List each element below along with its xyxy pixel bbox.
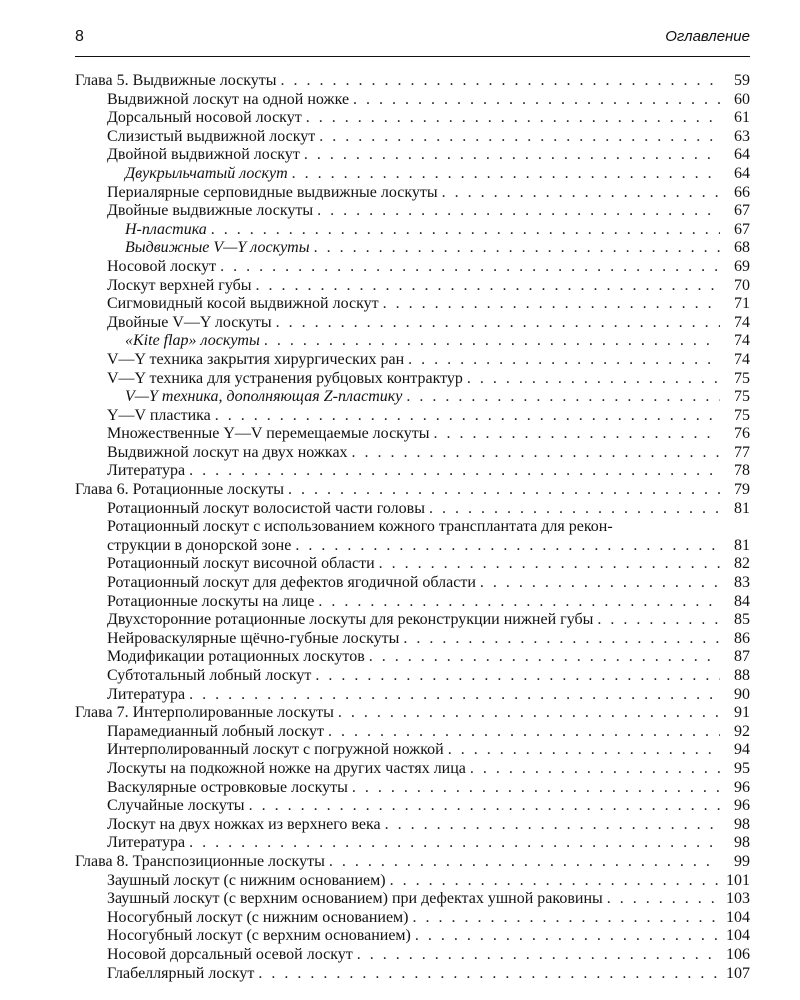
toc-page: 61 xyxy=(734,109,750,127)
leader-dots xyxy=(314,239,720,258)
toc-page: 68 xyxy=(734,239,750,257)
toc-page: 75 xyxy=(734,369,750,387)
running-title: Оглавление xyxy=(665,28,750,45)
leader-dots xyxy=(353,91,720,110)
toc-title: Сигмовидный косой выдвижной лоскут xyxy=(107,295,379,313)
toc-section[interactable] xyxy=(75,965,750,984)
toc-page: 103 xyxy=(726,890,750,908)
toc-page: 96 xyxy=(734,797,750,815)
leader-dots xyxy=(352,444,720,463)
toc-title: Литература xyxy=(107,685,186,703)
toc-section[interactable] xyxy=(75,314,750,333)
toc-title: Носовой лоскут xyxy=(107,257,217,275)
toc-title: Литература xyxy=(107,834,186,852)
toc-page: 98 xyxy=(734,834,750,852)
leader-dots xyxy=(264,332,720,351)
toc-page: 79 xyxy=(734,481,750,499)
toc-title: Носогубный лоскут (с нижним основанием) xyxy=(107,908,409,926)
toc-title: V—Y техника закрытия хирургических ран xyxy=(107,350,405,368)
toc-title: Двойной выдвижной лоскут xyxy=(107,146,300,164)
leader-dots xyxy=(357,946,720,965)
leader-dots xyxy=(211,221,720,240)
toc-page: 64 xyxy=(734,146,750,164)
header-rule xyxy=(75,56,750,57)
toc-section[interactable] xyxy=(75,184,750,203)
toc-title: Ротационный лоскут височной области xyxy=(107,555,375,573)
leader-dots xyxy=(385,816,720,835)
leader-dots xyxy=(281,72,721,91)
leader-dots xyxy=(189,834,720,853)
toc-subsection[interactable] xyxy=(75,388,750,407)
leader-dots xyxy=(215,407,720,426)
leader-dots xyxy=(415,927,720,946)
toc-section[interactable] xyxy=(75,927,750,946)
toc-chapter[interactable] xyxy=(75,72,750,91)
toc-section[interactable] xyxy=(75,202,750,221)
toc-subsection[interactable] xyxy=(75,221,750,240)
toc-section[interactable] xyxy=(75,277,750,296)
toc-title: Глабеллярный лоскут xyxy=(107,964,255,982)
toc-page: 92 xyxy=(734,722,750,740)
toc-title-line2-row xyxy=(107,537,750,556)
toc-title: Выдвижной лоскут на одной ножке xyxy=(107,90,350,108)
leader-dots xyxy=(406,388,720,407)
toc-page: 71 xyxy=(734,295,750,313)
toc-page: 64 xyxy=(734,164,750,182)
toc-section[interactable] xyxy=(75,91,750,110)
toc-page: 69 xyxy=(734,257,750,275)
toc-title: Дорсальный носовой лоскут xyxy=(107,109,302,127)
leader-dots xyxy=(220,258,720,277)
toc-title: Ротационный лоскут волосистой части головы xyxy=(107,499,425,517)
toc-page: 63 xyxy=(734,127,750,145)
toc-page: 76 xyxy=(734,425,750,443)
toc-subsection[interactable] xyxy=(75,332,750,351)
toc-section[interactable] xyxy=(75,146,750,165)
toc-title: Ротационный лоскут для дефектов ягодичной области xyxy=(107,574,476,592)
toc-chapter[interactable] xyxy=(75,481,750,500)
table-of-contents xyxy=(75,72,750,983)
toc-page: 101 xyxy=(726,871,750,889)
toc-chapter[interactable] xyxy=(75,704,750,723)
leader-dots xyxy=(467,370,720,389)
toc-section[interactable] xyxy=(75,574,750,593)
toc-page: 98 xyxy=(734,815,750,833)
toc-section[interactable] xyxy=(75,407,750,426)
toc-section[interactable] xyxy=(75,760,750,779)
toc-page: 82 xyxy=(734,555,750,573)
leader-dots xyxy=(329,853,720,872)
toc-title: Интерполированный лоскут с погружной ножкой xyxy=(107,741,444,759)
leader-dots xyxy=(315,667,720,686)
toc-title: Ротационные лоскуты на лице xyxy=(107,592,315,610)
toc-page: 86 xyxy=(734,629,750,647)
toc-page: 67 xyxy=(734,220,750,238)
toc-page: 88 xyxy=(734,667,750,684)
toc-page: 106 xyxy=(726,945,750,963)
leader-dots xyxy=(390,872,720,891)
leader-dots xyxy=(442,184,720,203)
toc-title: Носогубный лоскут (с верхним основанием) xyxy=(107,927,411,945)
toc-section[interactable] xyxy=(75,462,750,481)
leader-dots xyxy=(369,648,720,667)
toc-page: 78 xyxy=(734,462,750,480)
leader-dots xyxy=(607,890,720,909)
toc-title: V—Y техника для устранения рубцовых контрактур xyxy=(107,369,463,387)
toc-section[interactable] xyxy=(75,109,750,128)
toc-page: 81 xyxy=(734,499,750,517)
toc-title: Литература xyxy=(107,462,186,480)
toc-title-line2: струкции в донорской зоне xyxy=(107,536,292,554)
toc-page: 99 xyxy=(734,852,750,870)
toc-title: Глава 5. Выдвижные лоскуты xyxy=(75,72,277,89)
toc-title: Двойные V—Y лоскуты xyxy=(107,313,272,331)
leader-dots xyxy=(256,277,720,296)
leader-dots xyxy=(249,797,720,816)
toc-section[interactable] xyxy=(75,500,750,519)
leader-dots xyxy=(189,462,720,481)
toc-section[interactable] xyxy=(75,258,750,277)
toc-title: Глава 6. Ротационные лоскуты xyxy=(75,481,285,499)
toc-title: Периалярные серповидные выдвижные лоскуты xyxy=(107,183,438,201)
toc-title: V—Y техника, дополняющая Z-пластику xyxy=(125,388,403,406)
toc-section[interactable] xyxy=(75,295,750,314)
toc-title: Лоскуты на подкожной ножке на других частях лица xyxy=(107,759,466,777)
toc-section[interactable] xyxy=(75,555,750,574)
toc-page: 84 xyxy=(734,592,750,610)
toc-subsection[interactable] xyxy=(75,239,750,258)
toc-section[interactable] xyxy=(75,909,750,928)
toc-title: Двукрыльчатый лоскут xyxy=(125,164,288,182)
toc-section[interactable] xyxy=(75,834,750,853)
toc-page: 74 xyxy=(734,350,750,368)
leader-dots xyxy=(448,741,720,760)
toc-page: 83 xyxy=(734,574,750,592)
toc-page: 85 xyxy=(734,611,750,629)
toc-page: 104 xyxy=(726,927,750,945)
toc-section[interactable] xyxy=(75,890,750,909)
toc-page: 87 xyxy=(734,648,750,666)
toc-section[interactable] xyxy=(75,872,750,891)
toc-title: Слизистый выдвижной лоскут xyxy=(107,127,316,145)
toc-page: 70 xyxy=(734,276,750,294)
toc-title: Выдвижной лоскут на двух ножках xyxy=(107,443,348,461)
toc-title: Васкулярные островковые лоскуты xyxy=(107,778,348,796)
toc-title: Лоскут верхней губы xyxy=(107,276,252,294)
toc-page: 94 xyxy=(734,741,750,759)
toc-section[interactable] xyxy=(75,723,750,742)
toc-section[interactable] xyxy=(75,425,750,444)
toc-title: Носовой дорсальный осевой лоскут xyxy=(107,945,353,963)
leader-dots xyxy=(379,555,720,574)
toc-page: 104 xyxy=(726,908,750,926)
toc-section[interactable] xyxy=(75,611,750,630)
leader-dots xyxy=(403,630,720,649)
toc-chapter[interactable] xyxy=(75,853,750,872)
leader-dots xyxy=(433,425,720,444)
toc-page: 107 xyxy=(726,964,750,982)
toc-page: 90 xyxy=(734,685,750,703)
leader-dots xyxy=(429,500,720,519)
toc-subsection[interactable] xyxy=(75,165,750,184)
toc-section[interactable] xyxy=(75,797,750,816)
leader-dots xyxy=(292,165,720,184)
leader-dots xyxy=(189,686,720,705)
toc-title: Субтотальный лобный лоскут xyxy=(107,667,312,684)
leader-dots xyxy=(413,909,721,928)
toc-page: 95 xyxy=(734,759,750,777)
toc-title: Заушный лоскут (с нижним основанием) xyxy=(107,871,386,889)
page-header xyxy=(75,28,750,52)
toc-title: Нейроваскулярные щёчно-губные лоскуты xyxy=(107,629,400,647)
toc-section[interactable] xyxy=(75,351,750,370)
toc-section[interactable] xyxy=(75,667,750,686)
toc-title: Заушный лоскут (с верхним основанием) при дефектах ушной раковины xyxy=(107,890,603,908)
leader-dots xyxy=(480,574,720,593)
toc-title: Парамедианный лобный лоскут xyxy=(107,722,325,740)
leader-dots xyxy=(288,481,720,500)
toc-page: 74 xyxy=(734,332,750,350)
leader-dots xyxy=(306,109,720,128)
leader-dots xyxy=(328,723,720,742)
toc-title: H-пластика xyxy=(125,220,207,238)
toc-section[interactable] xyxy=(75,630,750,649)
leader-dots xyxy=(295,537,720,556)
toc-title: Модификации ротационных лоскутов xyxy=(107,648,365,666)
toc-title-line1: Ротационный лоскут с использованием кожного трансплантата для рекон- xyxy=(107,518,613,536)
toc-title: Двойные выдвижные лоскуты xyxy=(107,202,314,220)
leader-dots xyxy=(383,295,720,314)
toc-page: 59 xyxy=(734,72,750,89)
toc-page: 60 xyxy=(734,90,750,108)
toc-page: 74 xyxy=(734,313,750,331)
toc-title: Лоскут на двух ножках из верхнего века xyxy=(107,815,381,833)
toc-page: 96 xyxy=(734,778,750,796)
toc-section[interactable] xyxy=(75,648,750,667)
toc-section[interactable] xyxy=(75,741,750,760)
leader-dots xyxy=(304,146,720,165)
page-number: 8 xyxy=(75,28,84,45)
toc-page: 75 xyxy=(734,406,750,424)
leader-dots xyxy=(258,965,720,984)
toc-page: 66 xyxy=(734,183,750,201)
toc-section[interactable] xyxy=(75,128,750,147)
toc-section[interactable] xyxy=(75,816,750,835)
leader-dots xyxy=(352,779,720,798)
leader-dots xyxy=(470,760,720,779)
leader-dots xyxy=(276,314,720,333)
toc-page: 75 xyxy=(734,388,750,406)
toc-title: Глава 7. Интерполированные лоскуты xyxy=(75,704,334,722)
toc-page: 67 xyxy=(734,202,750,220)
toc-section[interactable] xyxy=(75,593,750,612)
toc-title: Двухсторонние ротационные лоскуты для реконструкции нижней губы xyxy=(107,611,594,629)
leader-dots xyxy=(319,128,720,147)
leader-dots xyxy=(318,593,720,612)
toc-section[interactable] xyxy=(75,779,750,798)
leader-dots xyxy=(408,351,720,370)
toc-section[interactable] xyxy=(75,444,750,463)
toc-page: 77 xyxy=(734,443,750,461)
leader-dots xyxy=(317,202,720,221)
leader-dots xyxy=(597,611,720,630)
toc-section[interactable] xyxy=(75,370,750,389)
toc-title: Глава 8. Транспозиционные лоскуты xyxy=(75,852,325,870)
toc-section[interactable] xyxy=(75,518,750,555)
toc-page: 81 xyxy=(734,536,750,554)
toc-title: Y—V пластика xyxy=(107,406,211,424)
toc-section[interactable] xyxy=(75,686,750,705)
toc-title: Выдвижные V—Y лоскуты xyxy=(125,239,310,257)
toc-section[interactable] xyxy=(75,946,750,965)
toc-title: Множественные Y—V перемещаемые лоскуты xyxy=(107,425,430,443)
toc-page: 91 xyxy=(734,704,750,722)
toc-title: «Kite flap» лоскуты xyxy=(125,332,260,350)
leader-dots xyxy=(338,704,720,723)
toc-title: Случайные лоскуты xyxy=(107,797,245,815)
